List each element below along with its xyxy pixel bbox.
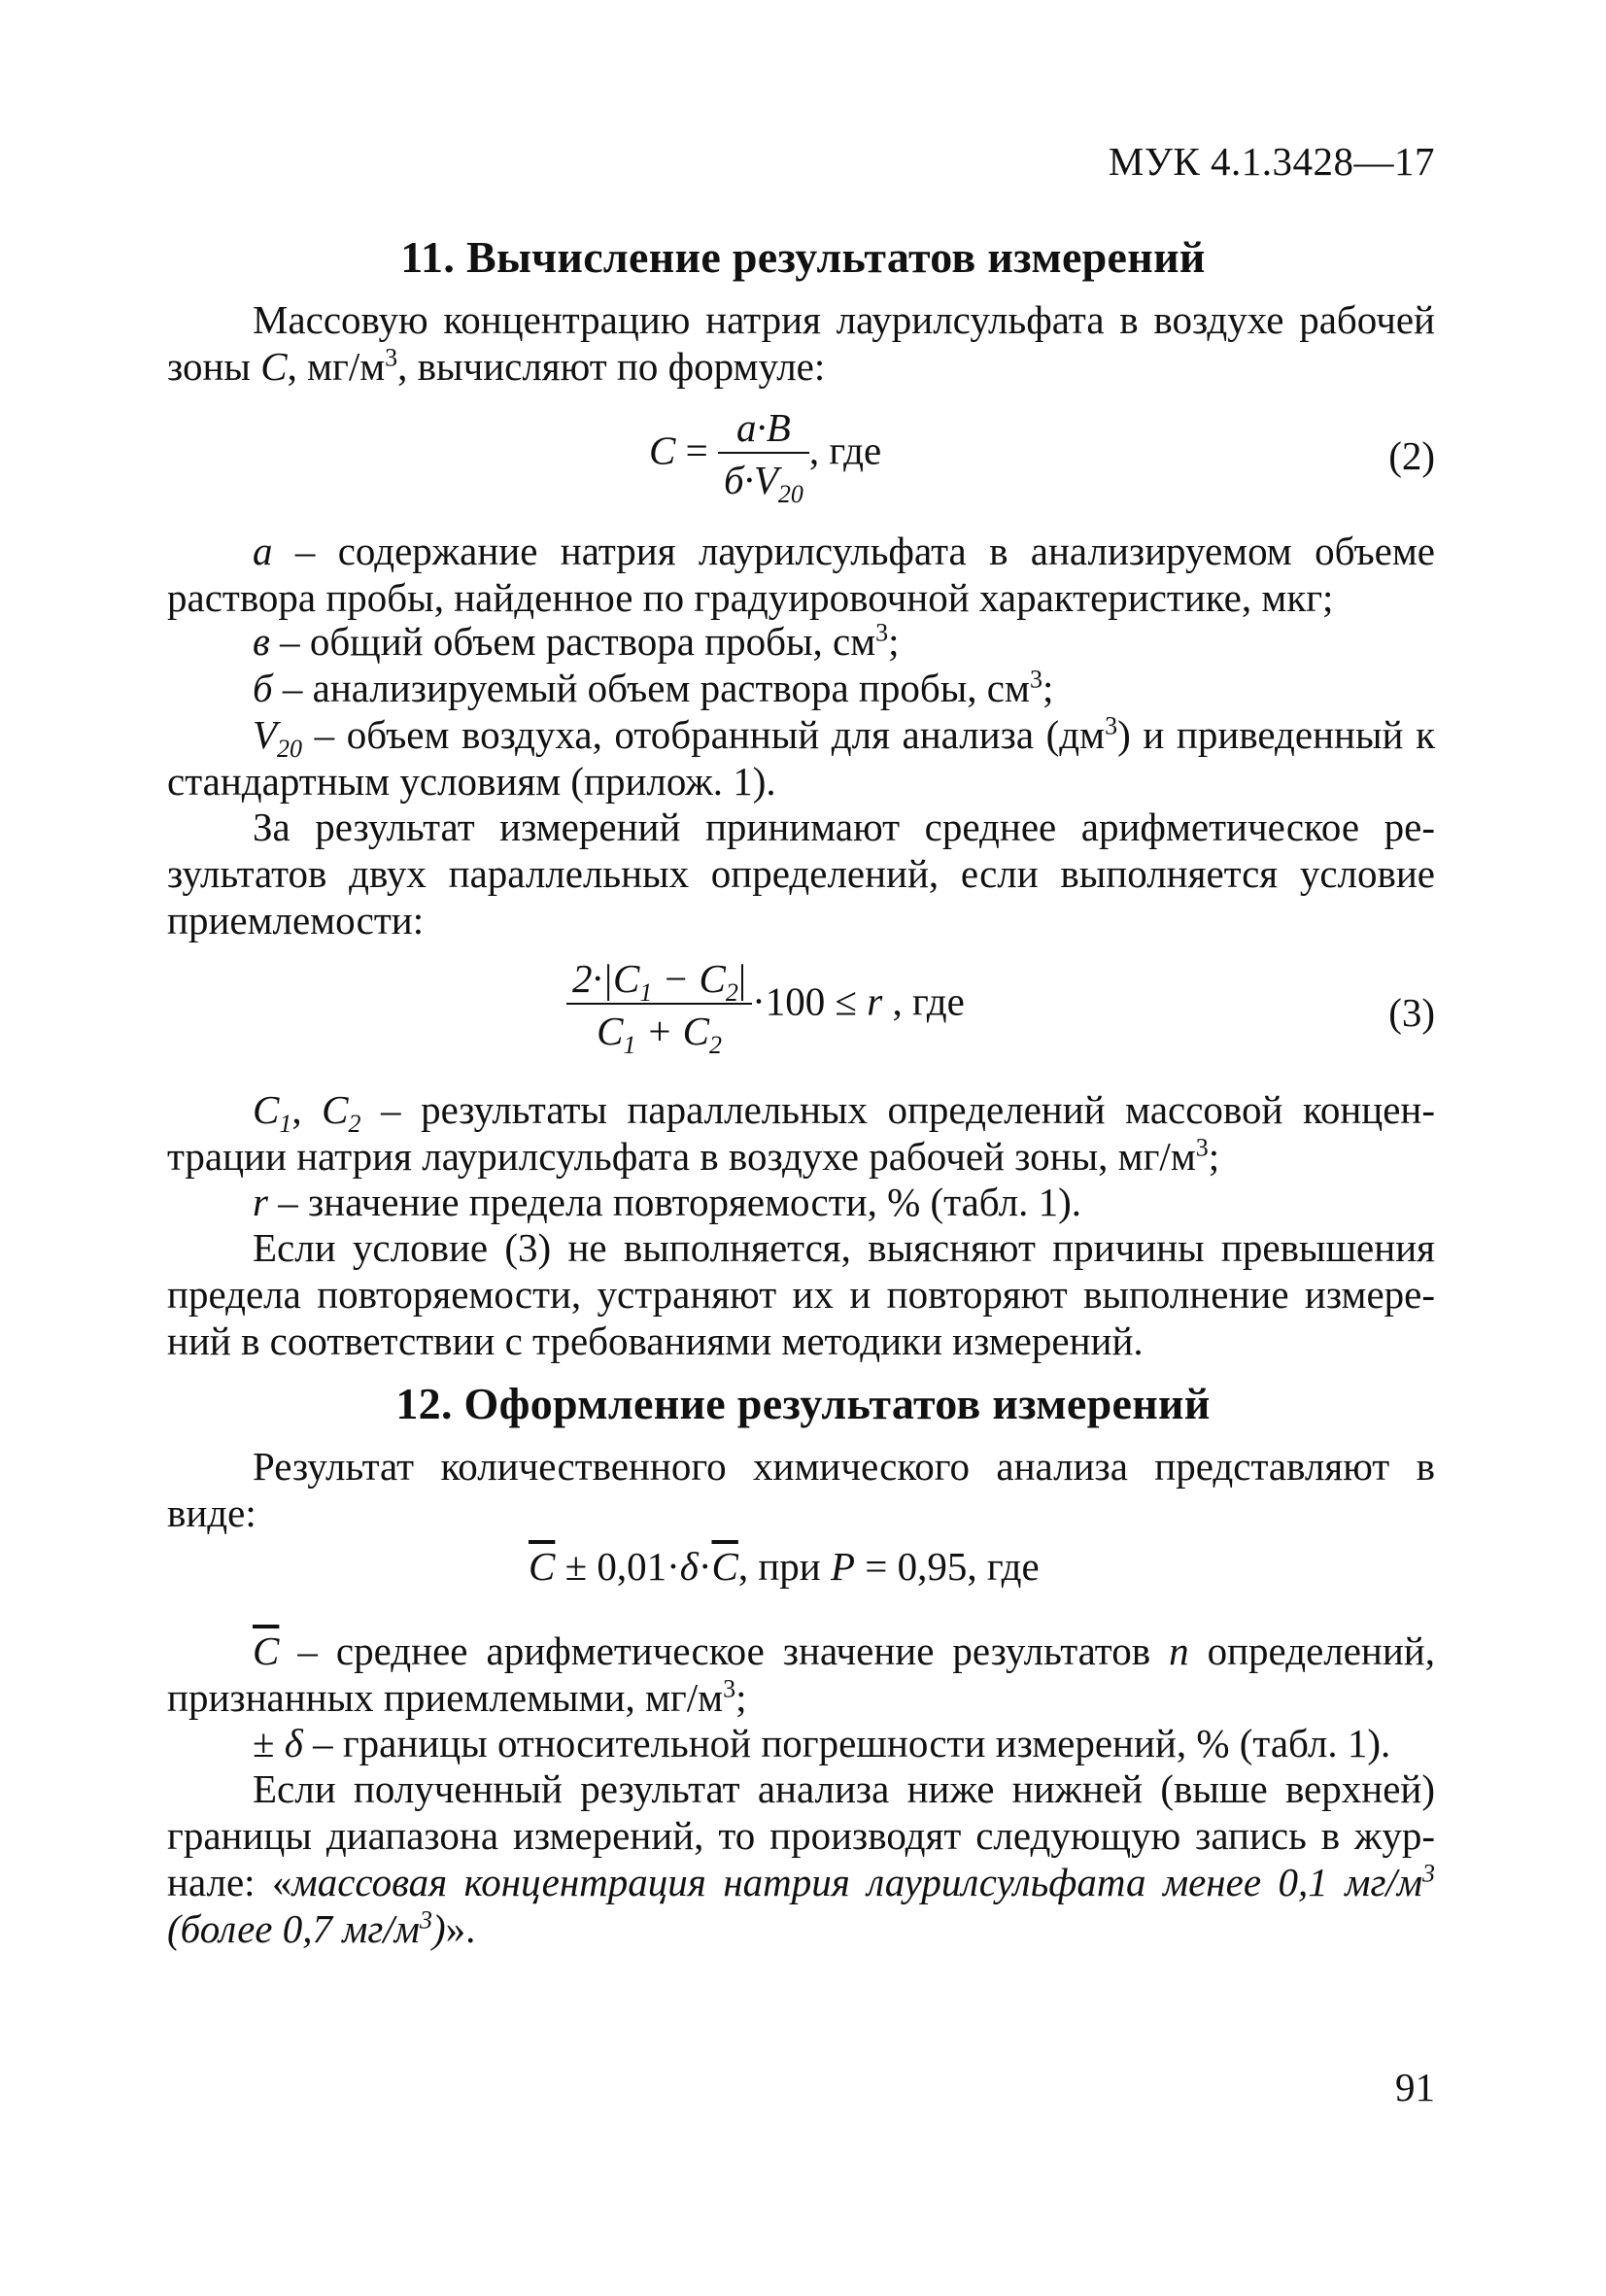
def-v-var: в [253, 619, 270, 664]
final-italic-2: (более 0,7 мг/м [167, 1906, 420, 1951]
formula-3-denominator [566, 1005, 752, 1060]
def-a-text: – содержание натрия лаурилсульфата в анализируемом объеме раствора пробы, найденное по градуировочной характеристике, мкг; [167, 529, 1435, 620]
formula-3-num-mid: − C [652, 956, 726, 1001]
def-b-end: ; [1042, 666, 1054, 710]
section-11-title: 11. Вычисление результатов измерений [400, 232, 1206, 282]
final-sup-2: 3 [419, 1905, 432, 1935]
def-c-sep: , [291, 1087, 323, 1132]
formula-3-num-post: | [737, 956, 747, 1001]
def-b-sup: 3 [1029, 665, 1042, 694]
section-12-title: 12. Оформление результатов измерений [395, 1379, 1211, 1428]
formula-3-number: (3) [1388, 990, 1435, 1035]
formula-3-numerator [566, 954, 752, 1008]
def-c-text: – результаты параллельных определений массовой концентрации натрия лаурилсульфата в воздухе рабочей зоны, мг/м [167, 1087, 1435, 1179]
final-sup-1: 3 [1422, 1859, 1435, 1888]
definition-c1-c2 [167, 1086, 1435, 1180]
formula-2-den-sub: 20 [777, 480, 803, 509]
intro-sup: 3 [385, 343, 398, 372]
def-v-sup: 3 [875, 618, 889, 647]
formula-2-fraction [718, 403, 809, 509]
formula-3-num-s2: 2 [725, 978, 738, 1008]
def-c-sup: 3 [1195, 1133, 1209, 1162]
section-11-intro [167, 296, 1435, 390]
formula-result [529, 1543, 1040, 1590]
formula-result-tail: = 0,95, где [855, 1544, 1040, 1589]
section-12-intro: Результат количественного химического анализа представляют в виде: [167, 1444, 1435, 1535]
formula-3-den-s2: 2 [708, 1031, 722, 1060]
formula-2-numerator: a·B [718, 403, 809, 454]
formula-2-lhs: C [649, 428, 676, 473]
formula-2-eq: = [675, 428, 718, 473]
formula-2-number: (2) [1388, 433, 1435, 478]
formula-2-denominator [718, 454, 809, 509]
def-V-sub: 20 [277, 735, 303, 764]
definition-delta [167, 1720, 1435, 1766]
formula-result-c2: $\overline{C}$ [711, 1544, 738, 1589]
definition-V20 [167, 711, 1435, 805]
formula-3-den-pre: C [597, 1009, 624, 1053]
def-cbar-var: $\overline{C}$ [253, 1628, 280, 1673]
definition-v [167, 618, 1435, 665]
condition-paragraph: Если условие (3) не выполняется, выясняют причины превышения предела повторяемости, устраняют их и повторяют выполнение измерений в соответствии с требованиями методики измерений. [167, 1225, 1435, 1363]
result-paragraph: За результат измерений принимают среднее арифметическое результатов двух параллельных определений, если выполняется условие приемлемости: [167, 805, 1435, 942]
def-cbar-n: n [1169, 1628, 1189, 1673]
definition-a [167, 528, 1435, 621]
def-c-s2: 2 [348, 1110, 361, 1139]
final-text-b: ». [445, 1906, 476, 1951]
final-italic-3: ) [431, 1906, 446, 1951]
def-c-s1: 1 [279, 1110, 292, 1139]
def-V-sup: 3 [1105, 711, 1118, 740]
def-V-text2: ) и приведенный к стандартным условиям (прилож. 1). [167, 712, 1435, 804]
def-v-end: ; [888, 619, 900, 664]
formula-3-tail-b: , где [882, 978, 965, 1024]
def-V-text1: – объем воздуха, отобранный для анализа (дм [302, 712, 1106, 757]
def-cbar-text1: – среднее арифметическое значение результатов [279, 1628, 1170, 1673]
page-number: 91 [1395, 2065, 1435, 2109]
def-v-text: – общий объем раствора пробы, см [269, 619, 876, 664]
def-cbar-text2: определений, признанных приемлемыми, мг/м [167, 1628, 1435, 1720]
def-b-text: – анализируемый объем раствора пробы, см [272, 666, 1030, 710]
formula-3-fraction [566, 954, 752, 1060]
formula-result-c1: $\overline{C}$ [529, 1544, 556, 1589]
formula-result-p: P [830, 1544, 856, 1589]
formula-result-delta: δ [679, 1544, 699, 1589]
formula-result-dot: · [698, 1544, 712, 1589]
final-text-a: Если полученный результат анализа ниже нижней (выше верхней) границы диапазона измерений, то производят следующую запись в журнале: « [167, 1766, 1435, 1904]
def-cbar-end: ; [735, 1675, 747, 1720]
def-delta-var: δ [284, 1721, 303, 1765]
def-b-var: б [253, 666, 273, 710]
formula-2-den-a: б·V [723, 458, 778, 502]
formula-result-comma: , при [737, 1544, 831, 1589]
formula-3-num-pre: 2·|C [572, 956, 640, 1001]
formula-2-suffix: , где [808, 428, 882, 473]
formula-3-tail-r: r [867, 978, 883, 1024]
intro-var: C [260, 344, 288, 389]
final-paragraph [167, 1765, 1435, 1952]
definition-r [167, 1179, 1435, 1225]
formula-result-pm: ± 0,01· [555, 1544, 680, 1589]
intro-unit: , мг/м [287, 344, 386, 389]
definition-b [167, 665, 1435, 711]
def-delta-pm: ± [253, 1721, 285, 1765]
def-c-v1: C [253, 1087, 280, 1132]
final-italic-1: массовая концентрация натрия лаурилсульфата менее 0,1 мг/м [291, 1860, 1422, 1904]
formula-3 [566, 954, 965, 1060]
formula-2 [649, 403, 882, 509]
def-r-var: r [253, 1180, 268, 1224]
intro-end: , вычисляют по формуле: [397, 344, 826, 389]
def-a-var: а [253, 529, 273, 573]
formula-3-tail-a: ·100 ≤ [752, 978, 868, 1024]
def-delta-text: – границы относительной погрешности измерений, % (табл. 1). [302, 1721, 1391, 1765]
formula-3-den-s1: 1 [623, 1031, 636, 1060]
def-r-text: – значение предела повторяемости, % (табл. 1). [267, 1180, 1081, 1224]
definition-c-bar [167, 1628, 1435, 1721]
intro-text: Массовую концентрацию натрия лаурилсульфата в воздухе рабочей зоны [167, 297, 1435, 389]
def-c-v2: C [322, 1087, 349, 1132]
def-V-var: V [253, 712, 278, 757]
def-cbar-sup: 3 [723, 1674, 736, 1703]
document-code: МУК 4.1.3428—17 [1108, 139, 1435, 184]
def-c-end: ; [1208, 1134, 1220, 1179]
formula-3-den-mid: + C [635, 1009, 709, 1053]
formula-3-num-s1: 1 [639, 978, 653, 1008]
